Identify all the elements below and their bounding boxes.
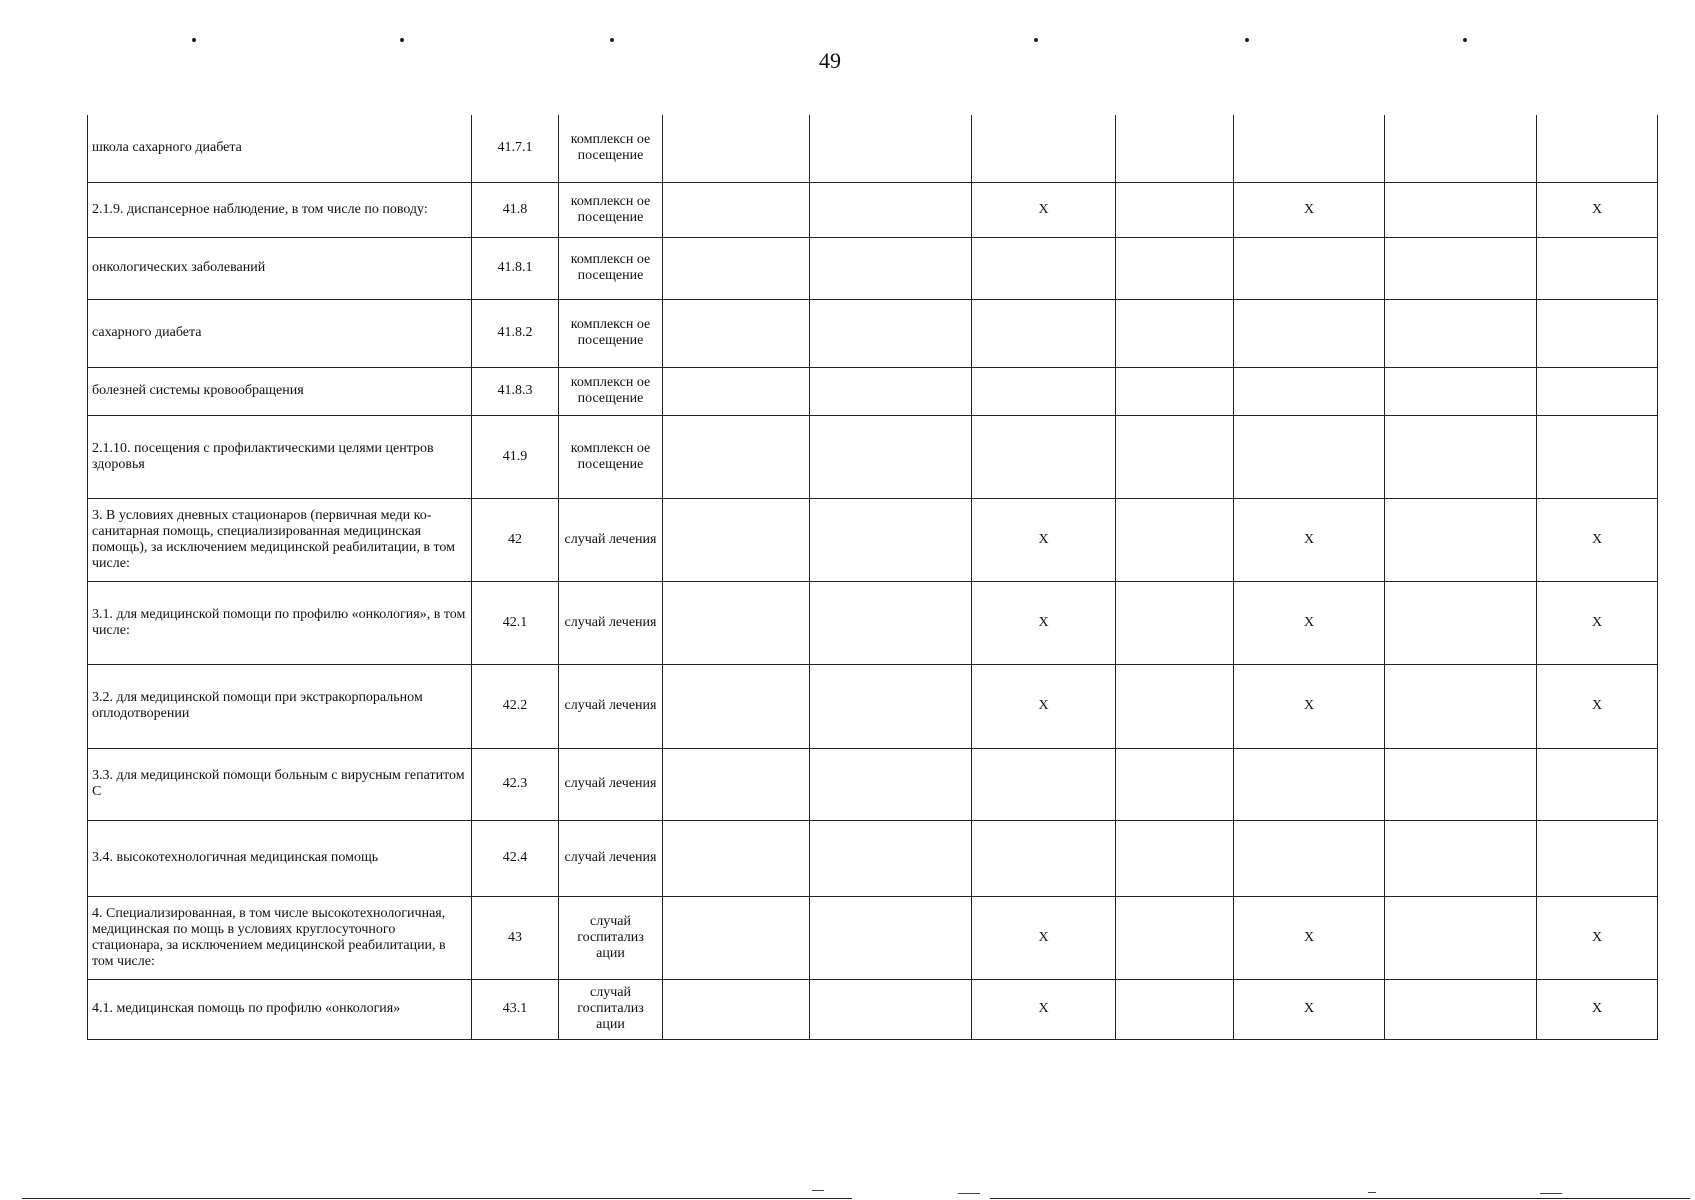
row-unit: случай лечения [559, 498, 663, 581]
row-code: 41.9 [472, 415, 559, 498]
row-value-cell: X [1234, 896, 1385, 979]
row-code: 42.4 [472, 820, 559, 896]
row-code: 42.1 [472, 581, 559, 664]
row-value-cell: X [1537, 182, 1658, 237]
row-value-cell [1116, 664, 1234, 748]
table-row [88, 115, 1658, 182]
row-value-cell [1116, 182, 1234, 237]
row-value-cell: X [1537, 896, 1658, 979]
row-value-cell [1116, 820, 1234, 896]
row-value-cell [1385, 299, 1537, 367]
row-code: 42.3 [472, 748, 559, 820]
row-value-cell [810, 748, 972, 820]
row-value-cell [810, 299, 972, 367]
page-mark [610, 38, 614, 42]
row-value-cell [810, 664, 972, 748]
row-value-cell: X [1537, 498, 1658, 581]
row-value-cell [810, 979, 972, 1039]
row-code: 42.2 [472, 664, 559, 748]
row-value-cell [1234, 748, 1385, 820]
row-name: онкологических заболеваний [88, 237, 472, 299]
row-name: 3.3. для медицинской помощи больным с вирусным гепатитом С [88, 748, 472, 820]
row-code: 42 [472, 498, 559, 581]
row-value-cell: X [1234, 581, 1385, 664]
row-value-cell [810, 182, 972, 237]
page-mark [1463, 38, 1467, 42]
table-row [88, 367, 1658, 415]
footer-rule [990, 1198, 1690, 1199]
row-value-cell [1385, 896, 1537, 979]
row-value-cell [1385, 979, 1537, 1039]
row-value-cell [1385, 115, 1537, 182]
row-value-cell [1234, 367, 1385, 415]
row-value-cell [663, 748, 810, 820]
row-name: 3.2. для медицинской помощи при экстракорпоральном оплодотворении [88, 664, 472, 748]
row-value-cell [1116, 367, 1234, 415]
table-row [88, 664, 1658, 748]
row-code: 41.8.1 [472, 237, 559, 299]
row-value-cell [663, 415, 810, 498]
row-code: 43.1 [472, 979, 559, 1039]
row-value-cell [972, 299, 1116, 367]
row-value-cell [663, 664, 810, 748]
row-value-cell: X [1234, 664, 1385, 748]
table-row [88, 581, 1658, 664]
row-value-cell [1234, 299, 1385, 367]
row-value-cell [1116, 299, 1234, 367]
row-value-cell [1116, 979, 1234, 1039]
row-value-cell: X [1537, 979, 1658, 1039]
footer-mark [1368, 1192, 1376, 1193]
row-code: 41.8.2 [472, 299, 559, 367]
row-value-cell [663, 979, 810, 1039]
row-value-cell [1385, 498, 1537, 581]
row-value-cell [663, 498, 810, 581]
row-value-cell: X [1234, 182, 1385, 237]
row-unit: случай лечения [559, 748, 663, 820]
row-value-cell [1234, 115, 1385, 182]
row-value-cell [1385, 581, 1537, 664]
row-value-cell [1234, 237, 1385, 299]
row-value-cell [1116, 581, 1234, 664]
row-value-cell [810, 115, 972, 182]
row-unit: случай госпитализ ации [559, 896, 663, 979]
row-value-cell [1537, 748, 1658, 820]
row-value-cell [663, 581, 810, 664]
row-value-cell [1537, 415, 1658, 498]
row-value-cell [1116, 896, 1234, 979]
row-value-cell [1537, 115, 1658, 182]
table-row [88, 299, 1658, 367]
page-mark [192, 38, 196, 42]
row-value-cell [1385, 415, 1537, 498]
row-value-cell [1116, 237, 1234, 299]
row-unit: комплексн ое посещение [559, 182, 663, 237]
row-value-cell [810, 367, 972, 415]
row-value-cell [1116, 748, 1234, 820]
row-value-cell [810, 581, 972, 664]
row-unit: комплексн ое посещение [559, 237, 663, 299]
row-code: 41.8.3 [472, 367, 559, 415]
footer-rule [22, 1198, 852, 1199]
table-row [88, 237, 1658, 299]
row-value-cell [663, 182, 810, 237]
footer-mark [812, 1190, 824, 1191]
row-value-cell [972, 237, 1116, 299]
row-name: сахарного диабета [88, 299, 472, 367]
row-value-cell [663, 896, 810, 979]
table-body [88, 115, 1658, 1039]
row-value-cell [1537, 367, 1658, 415]
row-unit: комплексн ое посещение [559, 299, 663, 367]
row-value-cell: X [1234, 498, 1385, 581]
row-value-cell [1116, 415, 1234, 498]
row-unit: случай лечения [559, 581, 663, 664]
row-value-cell: X [1537, 581, 1658, 664]
row-value-cell [810, 820, 972, 896]
row-value-cell [1234, 415, 1385, 498]
row-unit: случай лечения [559, 820, 663, 896]
row-value-cell [1385, 237, 1537, 299]
row-value-cell: X [972, 896, 1116, 979]
table-row [88, 979, 1658, 1039]
row-value-cell [972, 748, 1116, 820]
row-value-cell [1385, 820, 1537, 896]
row-unit: случай госпитализ ации [559, 979, 663, 1039]
table-row [88, 182, 1658, 237]
table-row [88, 748, 1658, 820]
row-value-cell [1385, 748, 1537, 820]
row-code: 43 [472, 896, 559, 979]
row-unit: комплексн ое посещение [559, 367, 663, 415]
table-row [88, 896, 1658, 979]
row-value-cell: X [972, 979, 1116, 1039]
row-name: 3.4. высокотехнологичная медицинская помощь [88, 820, 472, 896]
row-value-cell [810, 896, 972, 979]
row-name: болезней системы кровообращения [88, 367, 472, 415]
row-value-cell [1385, 182, 1537, 237]
report-table [87, 115, 1658, 1040]
row-value-cell [972, 415, 1116, 498]
row-value-cell [1385, 367, 1537, 415]
page-mark [400, 38, 404, 42]
row-value-cell [972, 820, 1116, 896]
row-value-cell [1537, 820, 1658, 896]
row-name: 3. В условиях дневных стационаров (первичная меди ко-санитарная помощь, специализированная медицинская помощь), за исключением медицинской реабилитации, в том числе: [88, 498, 472, 581]
row-name: 2.1.10. посещения с профилактическими целями центров здоровья [88, 415, 472, 498]
row-value-cell: X [972, 182, 1116, 237]
row-name: школа сахарного диабета [88, 115, 472, 182]
table-row [88, 820, 1658, 896]
row-unit: случай лечения [559, 664, 663, 748]
row-value-cell [1385, 664, 1537, 748]
row-value-cell [972, 115, 1116, 182]
row-value-cell [663, 299, 810, 367]
row-value-cell: X [972, 664, 1116, 748]
row-unit: комплексн ое посещение [559, 115, 663, 182]
row-unit: комплексн ое посещение [559, 415, 663, 498]
row-name: 3.1. для медицинской помощи по профилю «онкология», в том числе: [88, 581, 472, 664]
row-value-cell: X [972, 498, 1116, 581]
row-value-cell: X [972, 581, 1116, 664]
row-value-cell [663, 237, 810, 299]
row-value-cell [663, 820, 810, 896]
row-value-cell [663, 367, 810, 415]
footer-mark [958, 1193, 980, 1194]
page-mark [1245, 38, 1249, 42]
row-value-cell [972, 367, 1116, 415]
row-value-cell [1537, 299, 1658, 367]
row-value-cell [810, 237, 972, 299]
row-value-cell [810, 415, 972, 498]
footer-mark [1540, 1193, 1562, 1194]
table-row [88, 415, 1658, 498]
page-number: 49 [819, 48, 841, 73]
row-value-cell [1234, 820, 1385, 896]
row-code: 41.8 [472, 182, 559, 237]
row-code: 41.7.1 [472, 115, 559, 182]
row-value-cell [810, 498, 972, 581]
row-value-cell [1537, 237, 1658, 299]
table-row [88, 498, 1658, 581]
row-name: 2.1.9. диспансерное наблюдение, в том числе по поводу: [88, 182, 472, 237]
row-value-cell: X [1234, 979, 1385, 1039]
row-value-cell: X [1537, 664, 1658, 748]
row-value-cell [1116, 115, 1234, 182]
row-name: 4. Специализированная, в том числе высокотехнологичная, медицинская по мощь в условиях круглосуточного стационара, за исключением медицинской реабилитации, в том числе: [88, 896, 472, 979]
row-name: 4.1. медицинская помощь по профилю «онкология» [88, 979, 472, 1039]
row-value-cell [1116, 498, 1234, 581]
row-value-cell [663, 115, 810, 182]
page-mark [1034, 38, 1038, 42]
